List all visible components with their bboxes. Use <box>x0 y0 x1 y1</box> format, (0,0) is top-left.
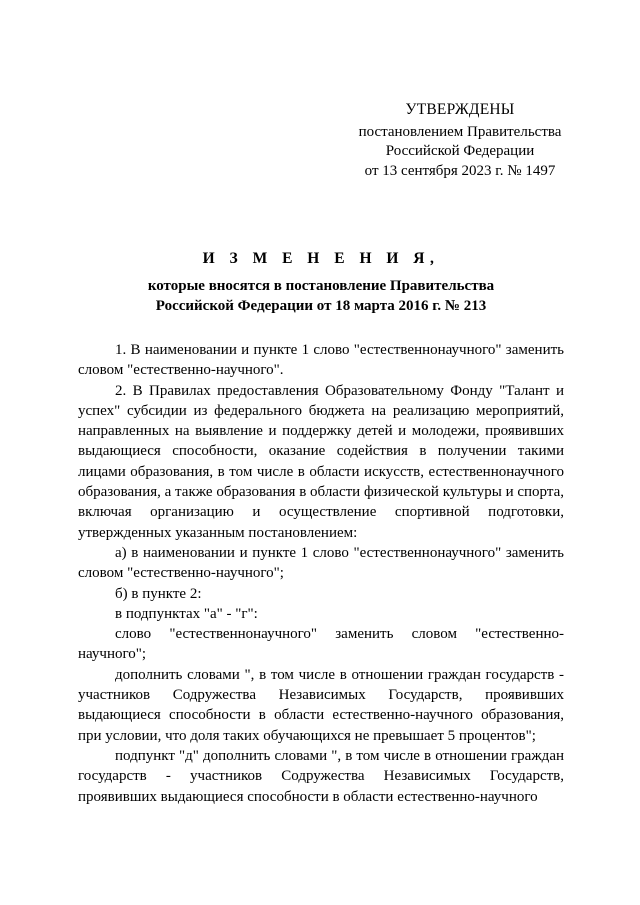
approval-stamp <box>340 100 580 181</box>
document-subtitle-line-1: которые вносятся в постановление Правительства <box>147 278 495 294</box>
paragraph-4: б) в пункте 2: <box>115 585 202 602</box>
approval-line-2: Российской Федерации <box>385 143 535 159</box>
paragraph-7: дополнить словами ", в том числе в отношении граждан государств - участников Содружества Независимых Государств, проявивших выдающиеся способности в области естественно-научного образования, при условии, что доля таких обучающихся не превышает 5 процентов"; <box>78 666 564 744</box>
document-body <box>78 340 564 807</box>
document-title: И З М Е Н Е Н И Я, <box>202 250 440 267</box>
approval-line-1: постановлением Правительства <box>358 123 562 140</box>
paragraph-3: а) в наименовании и пункте 1 слово "естественнонаучного" заменить словом "естественно-научного"; <box>78 544 564 582</box>
approval-line-3: от 13 сентября 2023 г. № 1497 <box>364 162 556 179</box>
paragraph-6: слово "естественнонаучного" заменить словом "естественно-научного"; <box>78 626 564 663</box>
document-title-block <box>78 250 564 316</box>
paragraph-8: подпункт "д" дополнить словами ", в том числе в отношении граждан государств - участников Содружества Независимых Государств, проявивших выдающиеся способности в области естественно-научного <box>78 747 564 805</box>
paragraph-5: в подпунктах "а" - "г": <box>115 605 258 622</box>
paragraph-2: 2. В Правилах предоставления Образовательному Фонду "Талант и успех" субсидии из федерального бюджета на реализацию мероприятий, направленных на выявление и поддержку детей и молодежи, проявивших выдающиеся способности, оказание содействия в получении такими лицами образования, в том числе в области искусств, естественнонаучного образования, а также образования в области физической культуры и спорта, включая организацию и осуществление спортивной подготовки, утвержденных указанным постановлением: <box>78 382 564 541</box>
paragraph-1: 1. В наименовании и пункте 1 слово "естественнонаучного" заменить словом "естественно-научного". <box>78 342 564 379</box>
document-subtitle-line-2: Российской Федерации от 18 марта 2016 г. № 213 <box>155 297 487 314</box>
approval-heading: УТВЕРЖДЕНЫ <box>405 101 515 118</box>
